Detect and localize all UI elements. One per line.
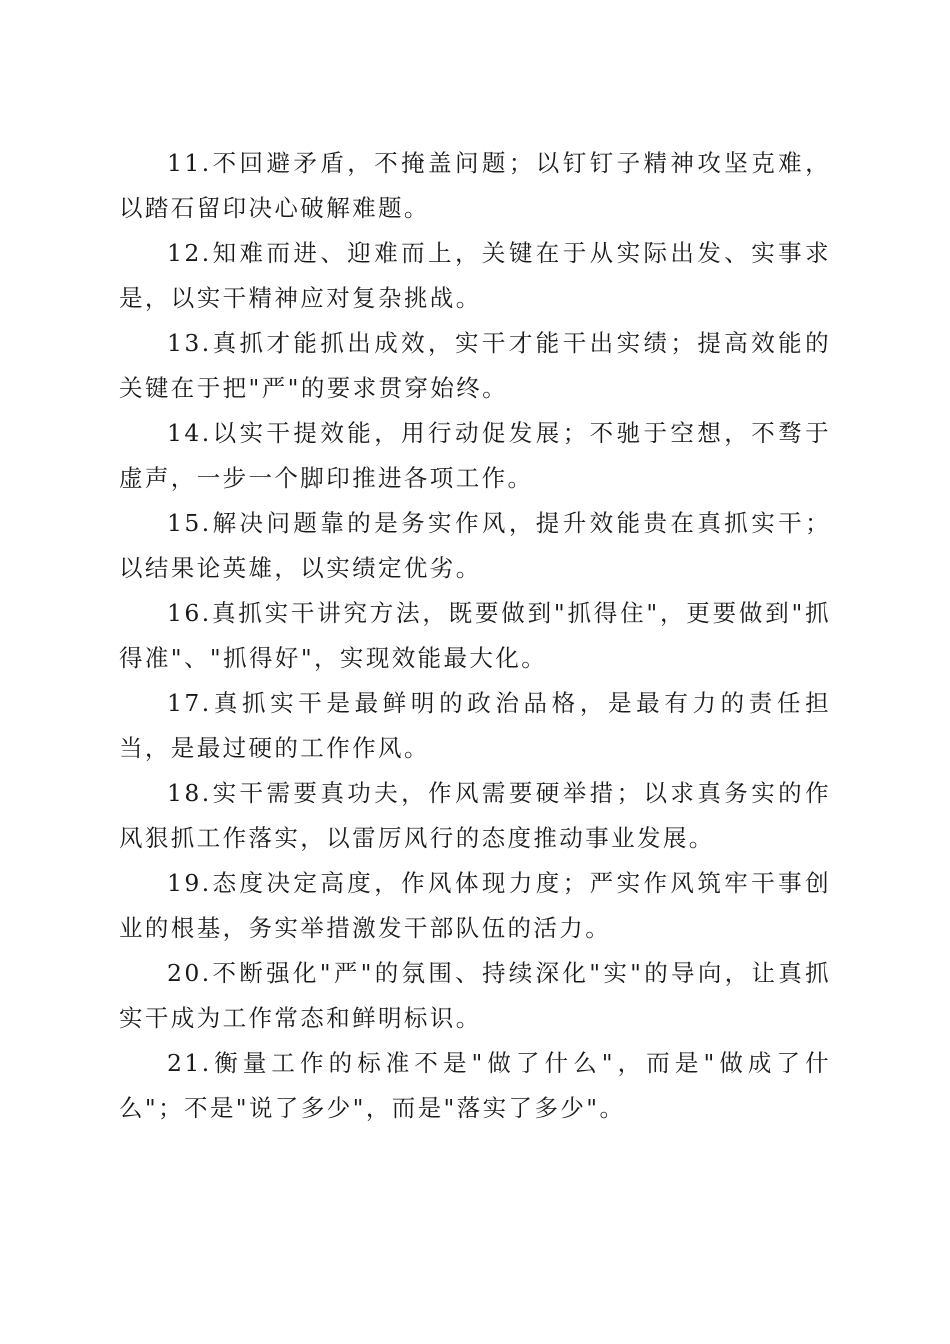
paragraph-13: 13.真抓才能抓出成效，实干才能干出实绩；提高效能的关键在于把"严"的要求贯穿始终。 [119, 329, 831, 402]
paragraph-19: 19.态度决定高度，作风体现力度；严实作风筑牢干事创业的根基，务实举措激发干部队伍的活力。 [119, 869, 831, 942]
paragraph-15: 15.解决问题靠的是务实作风，提升效能贵在真抓实干；以结果论英雄，以实绩定优劣。 [119, 509, 831, 582]
paragraph-20: 20.不断强化"严"的氛围、持续深化"实"的导向，让真抓实干成为工作常态和鲜明标识。 [119, 959, 831, 1032]
paragraph-21: 21.衡量工作的标准不是"做了什么"，而是"做成了什么"；不是"说了多少"，而是"落实了多少"。 [119, 1049, 831, 1122]
document-body [119, 141, 831, 1131]
paragraph-14: 14.以实干提效能，用行动促发展；不驰于空想，不骛于虚声，一步一个脚印推进各项工作。 [119, 419, 831, 492]
paragraph-12: 12.知难而进、迎难而上，关键在于从实际出发、实事求是，以实干精神应对复杂挑战。 [119, 239, 831, 312]
paragraph-17: 17.真抓实干是最鲜明的政治品格，是最有力的责任担当，是最过硬的工作作风。 [119, 689, 831, 762]
paragraph-16: 16.真抓实干讲究方法，既要做到"抓得住"，更要做到"抓得准"、"抓得好"，实现效能最大化。 [119, 599, 831, 672]
paragraph-11: 11.不回避矛盾，不掩盖问题；以钉钉子精神攻坚克难，以踏石留印决心破解难题。 [119, 149, 831, 222]
paragraph-18: 18.实干需要真功夫，作风需要硬举措；以求真务实的作风狠抓工作落实，以雷厉风行的态度推动事业发展。 [119, 779, 831, 852]
